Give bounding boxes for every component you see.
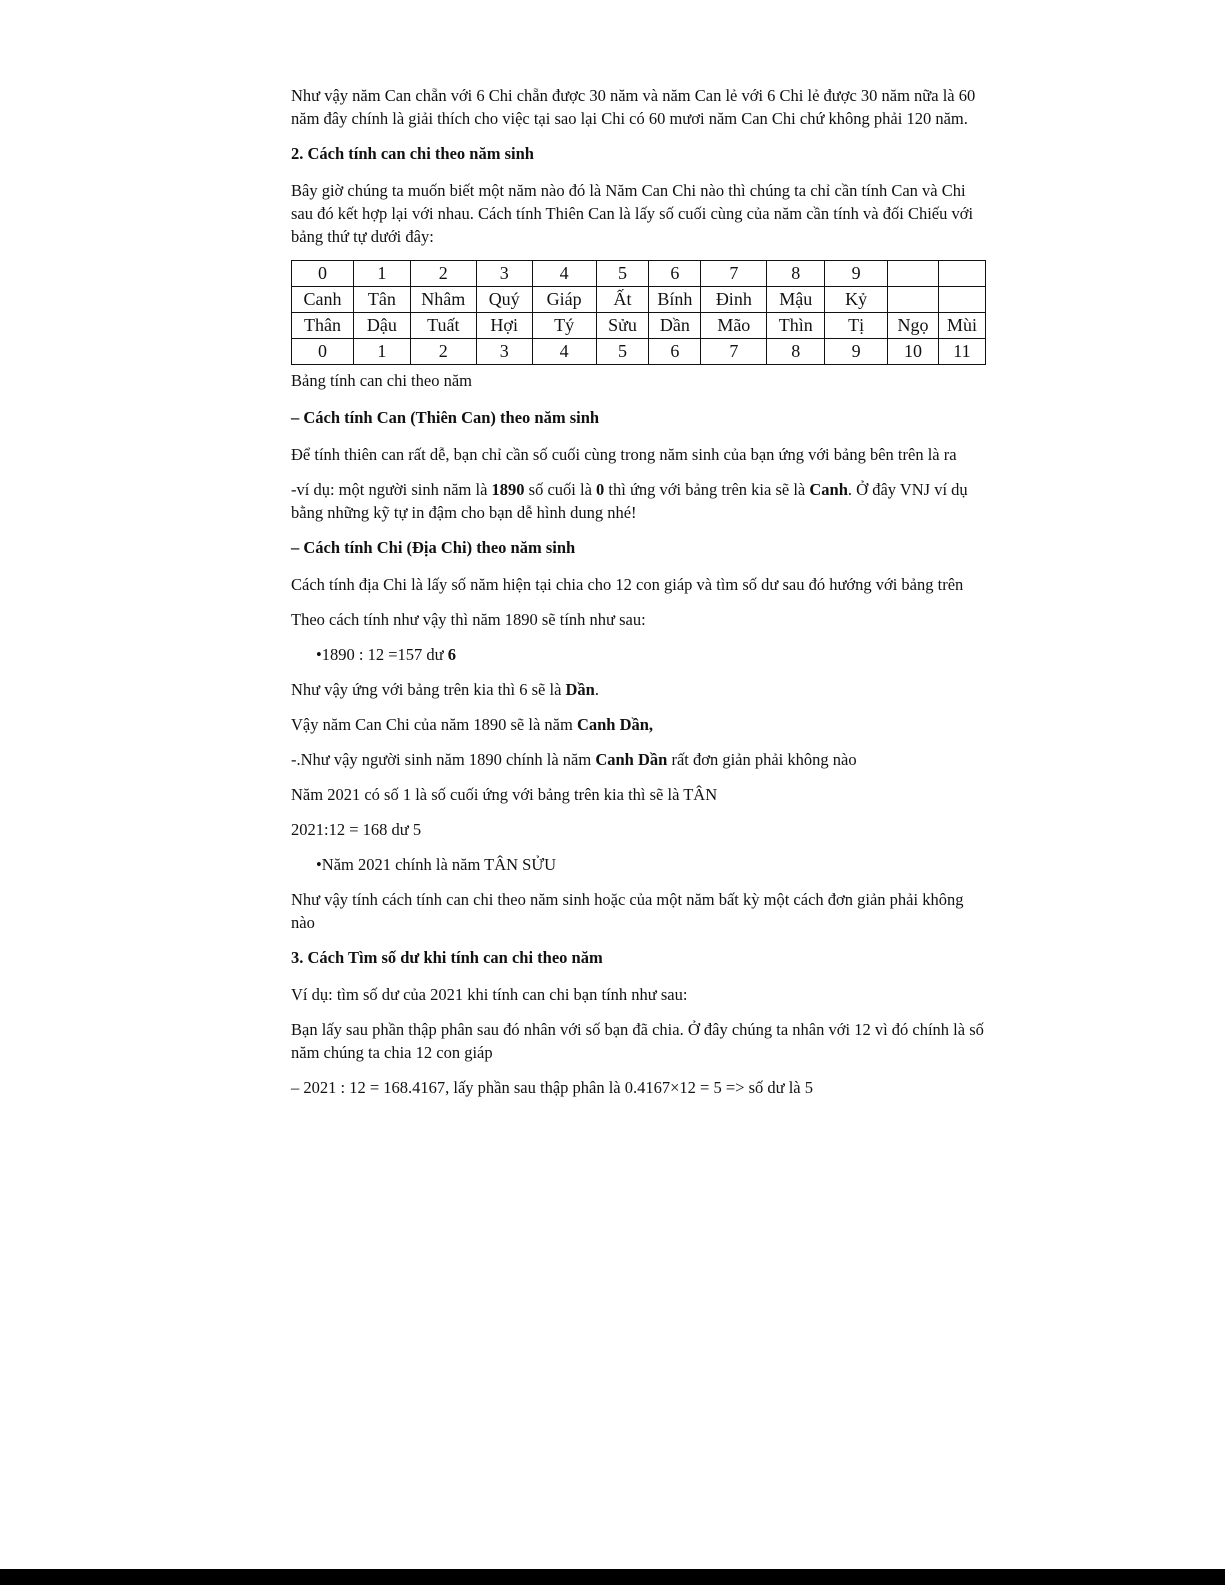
table-row [292,287,986,313]
table-cell: Ất [596,287,649,313]
table-cell: 6 [649,261,701,287]
can-example-text: thì ứng với bảng trên kia sẽ là [604,480,810,499]
chi-bullet: •Năm 2021 chính là năm TÂN SỬU [316,855,557,874]
can-example-text: . Ở đây VNJ ví dụ bằng những kỹ tự in đậm cho bạn dễ hình dung nhé! [291,480,968,522]
table-cell [938,261,985,287]
table-cell: Bính [649,287,701,313]
table-cell: Tý [532,313,596,339]
chi-bullet-remainder: 6 [447,645,456,664]
table-cell: 5 [596,339,649,365]
table-cell: Ngọ [888,313,939,339]
table-cell: Giáp [532,287,596,313]
table-cell: 2 [410,339,476,365]
can-heading: – Cách tính Can (Thiên Can) theo năm sinh [291,408,600,427]
chi-paragraph: Theo cách tính như vậy thì năm 1890 sẽ tính như sau: [291,610,646,629]
table-cell: 10 [888,339,939,365]
table-cell: Nhâm [410,287,476,313]
table-cell: 7 [701,339,767,365]
can-example-text: -ví dụ: một người sinh năm là [291,480,492,499]
table-cell: 9 [825,261,888,287]
table-caption: Bảng tính can chi theo năm [291,371,472,390]
table-cell: 4 [532,339,596,365]
chi-paragraph [291,678,991,701]
table-cell: Đinh [701,287,767,313]
chi-result: Dần [565,680,595,699]
chi-paragraph: Năm 2021 có số 1 là số cuối ứng với bảng trên kia thì sẽ là TÂN [291,785,718,804]
table-cell: 3 [476,261,532,287]
table-cell: 0 [292,261,354,287]
table-cell: Mão [701,313,767,339]
can-chi-table [291,260,986,365]
table-cell: Mậu [767,287,825,313]
table-cell: 6 [649,339,701,365]
table-cell [888,287,939,313]
can-example-text: số cuối là [524,480,597,499]
table-cell: 8 [767,339,825,365]
can-paragraph: Để tính thiên can rất dễ, bạn chỉ cần số cuối cùng trong năm sinh của bạn ứng với bảng bên trên là ra [291,445,957,464]
chi-bullet-text: •1890 : 12 =157 dư [316,645,448,664]
chi-paragraph: Như vậy tính cách tính can chi theo năm sinh hoặc của một năm bất kỳ một cách đơn giản phải không nào [291,890,964,932]
table-cell [938,287,985,313]
bottom-border [0,1569,1225,1585]
section-2-heading: 2. Cách tính can chi theo năm sinh [291,144,534,163]
table-cell: Kỷ [825,287,888,313]
chi-bullet [291,643,991,666]
intro-paragraph: Như vậy năm Can chẵn với 6 Chi chẵn được 30 năm và năm Can lẻ với 6 Chi lẻ được 30 năm nữa là 60 năm đây chính là giải thích cho việc tại sao lại Chi có 60 mươi năm Can Chi chứ không phải 120 năm. [291,86,976,128]
section-3-paragraph: Ví dụ: tìm số dư của 2021 khi tính can chi bạn tính như sau: [291,985,688,1004]
table-row [292,261,986,287]
table-cell: 1 [353,261,410,287]
table-cell: Tuất [410,313,476,339]
section-3-paragraph: Bạn lấy sau phần thập phân sau đó nhân với số bạn đã chia. Ở đây chúng ta nhân với 12 vì đó chính là số năm chúng ta chia 12 con giáp [291,1020,984,1062]
table-cell: 9 [825,339,888,365]
table-cell: Quý [476,287,532,313]
table-cell: 0 [292,339,354,365]
chi-text: . [594,680,599,699]
chi-text: Như vậy ứng với bảng trên kia thì 6 sẽ là [291,680,566,699]
can-example-result: Canh [809,480,848,499]
table-cell: Dần [649,313,701,339]
table-cell: 11 [938,339,985,365]
chi-text: Vậy năm Can Chi của năm 1890 sẽ là năm [291,715,577,734]
can-example-year: 1890 [491,480,525,499]
table-cell: 7 [701,261,767,287]
table-cell: Dậu [353,313,410,339]
table-cell: Mùi [938,313,985,339]
chi-result: Canh Dần [595,750,668,769]
chi-paragraph [291,748,991,771]
table-cell: Tị [825,313,888,339]
table-cell: 5 [596,261,649,287]
table-cell [888,261,939,287]
table-cell: Sửu [596,313,649,339]
table-cell: Tân [353,287,410,313]
table-cell: Hợi [476,313,532,339]
table-cell: 2 [410,261,476,287]
table-cell: Thân [292,313,354,339]
table-cell: 1 [353,339,410,365]
can-example [291,478,991,524]
table-cell: 4 [532,261,596,287]
table-cell: Thìn [767,313,825,339]
chi-paragraph: Cách tính địa Chi là lấy số năm hiện tại chia cho 12 con giáp và tìm số dư sau đó hướng với bảng trên [291,575,964,594]
table-cell: 3 [476,339,532,365]
section-3-heading: 3. Cách Tìm số dư khi tính can chi theo năm [291,948,603,967]
chi-result: Canh Dần, [576,715,654,734]
table-row [292,313,986,339]
table-row [292,339,986,365]
section-3-paragraph: – 2021 : 12 = 168.4167, lấy phần sau thập phân là 0.4167×12 = 5 => số dư là 5 [291,1078,813,1097]
table-cell: 8 [767,261,825,287]
section-2-paragraph: Bây giờ chúng ta muốn biết một năm nào đó là Năm Can Chi nào thì chúng ta chỉ cần tính Can và Chi sau đó kết hợp lại với nhau. Cách tính Thiên Can là lấy số cuối cùng của năm cần tính và đối Chiếu với bảng thứ tự dưới đây: [291,181,974,246]
document-page [291,84,991,1111]
chi-paragraph: 2021:12 = 168 dư 5 [291,820,422,839]
chi-paragraph [291,713,991,736]
can-example-digit: 0 [596,480,605,499]
chi-text: -.Như vậy người sinh năm 1890 chính là năm [291,750,596,769]
chi-heading: – Cách tính Chi (Địa Chi) theo năm sinh [291,538,576,557]
chi-text: rất đơn giản phải không nào [667,750,857,769]
table-cell: Canh [292,287,354,313]
